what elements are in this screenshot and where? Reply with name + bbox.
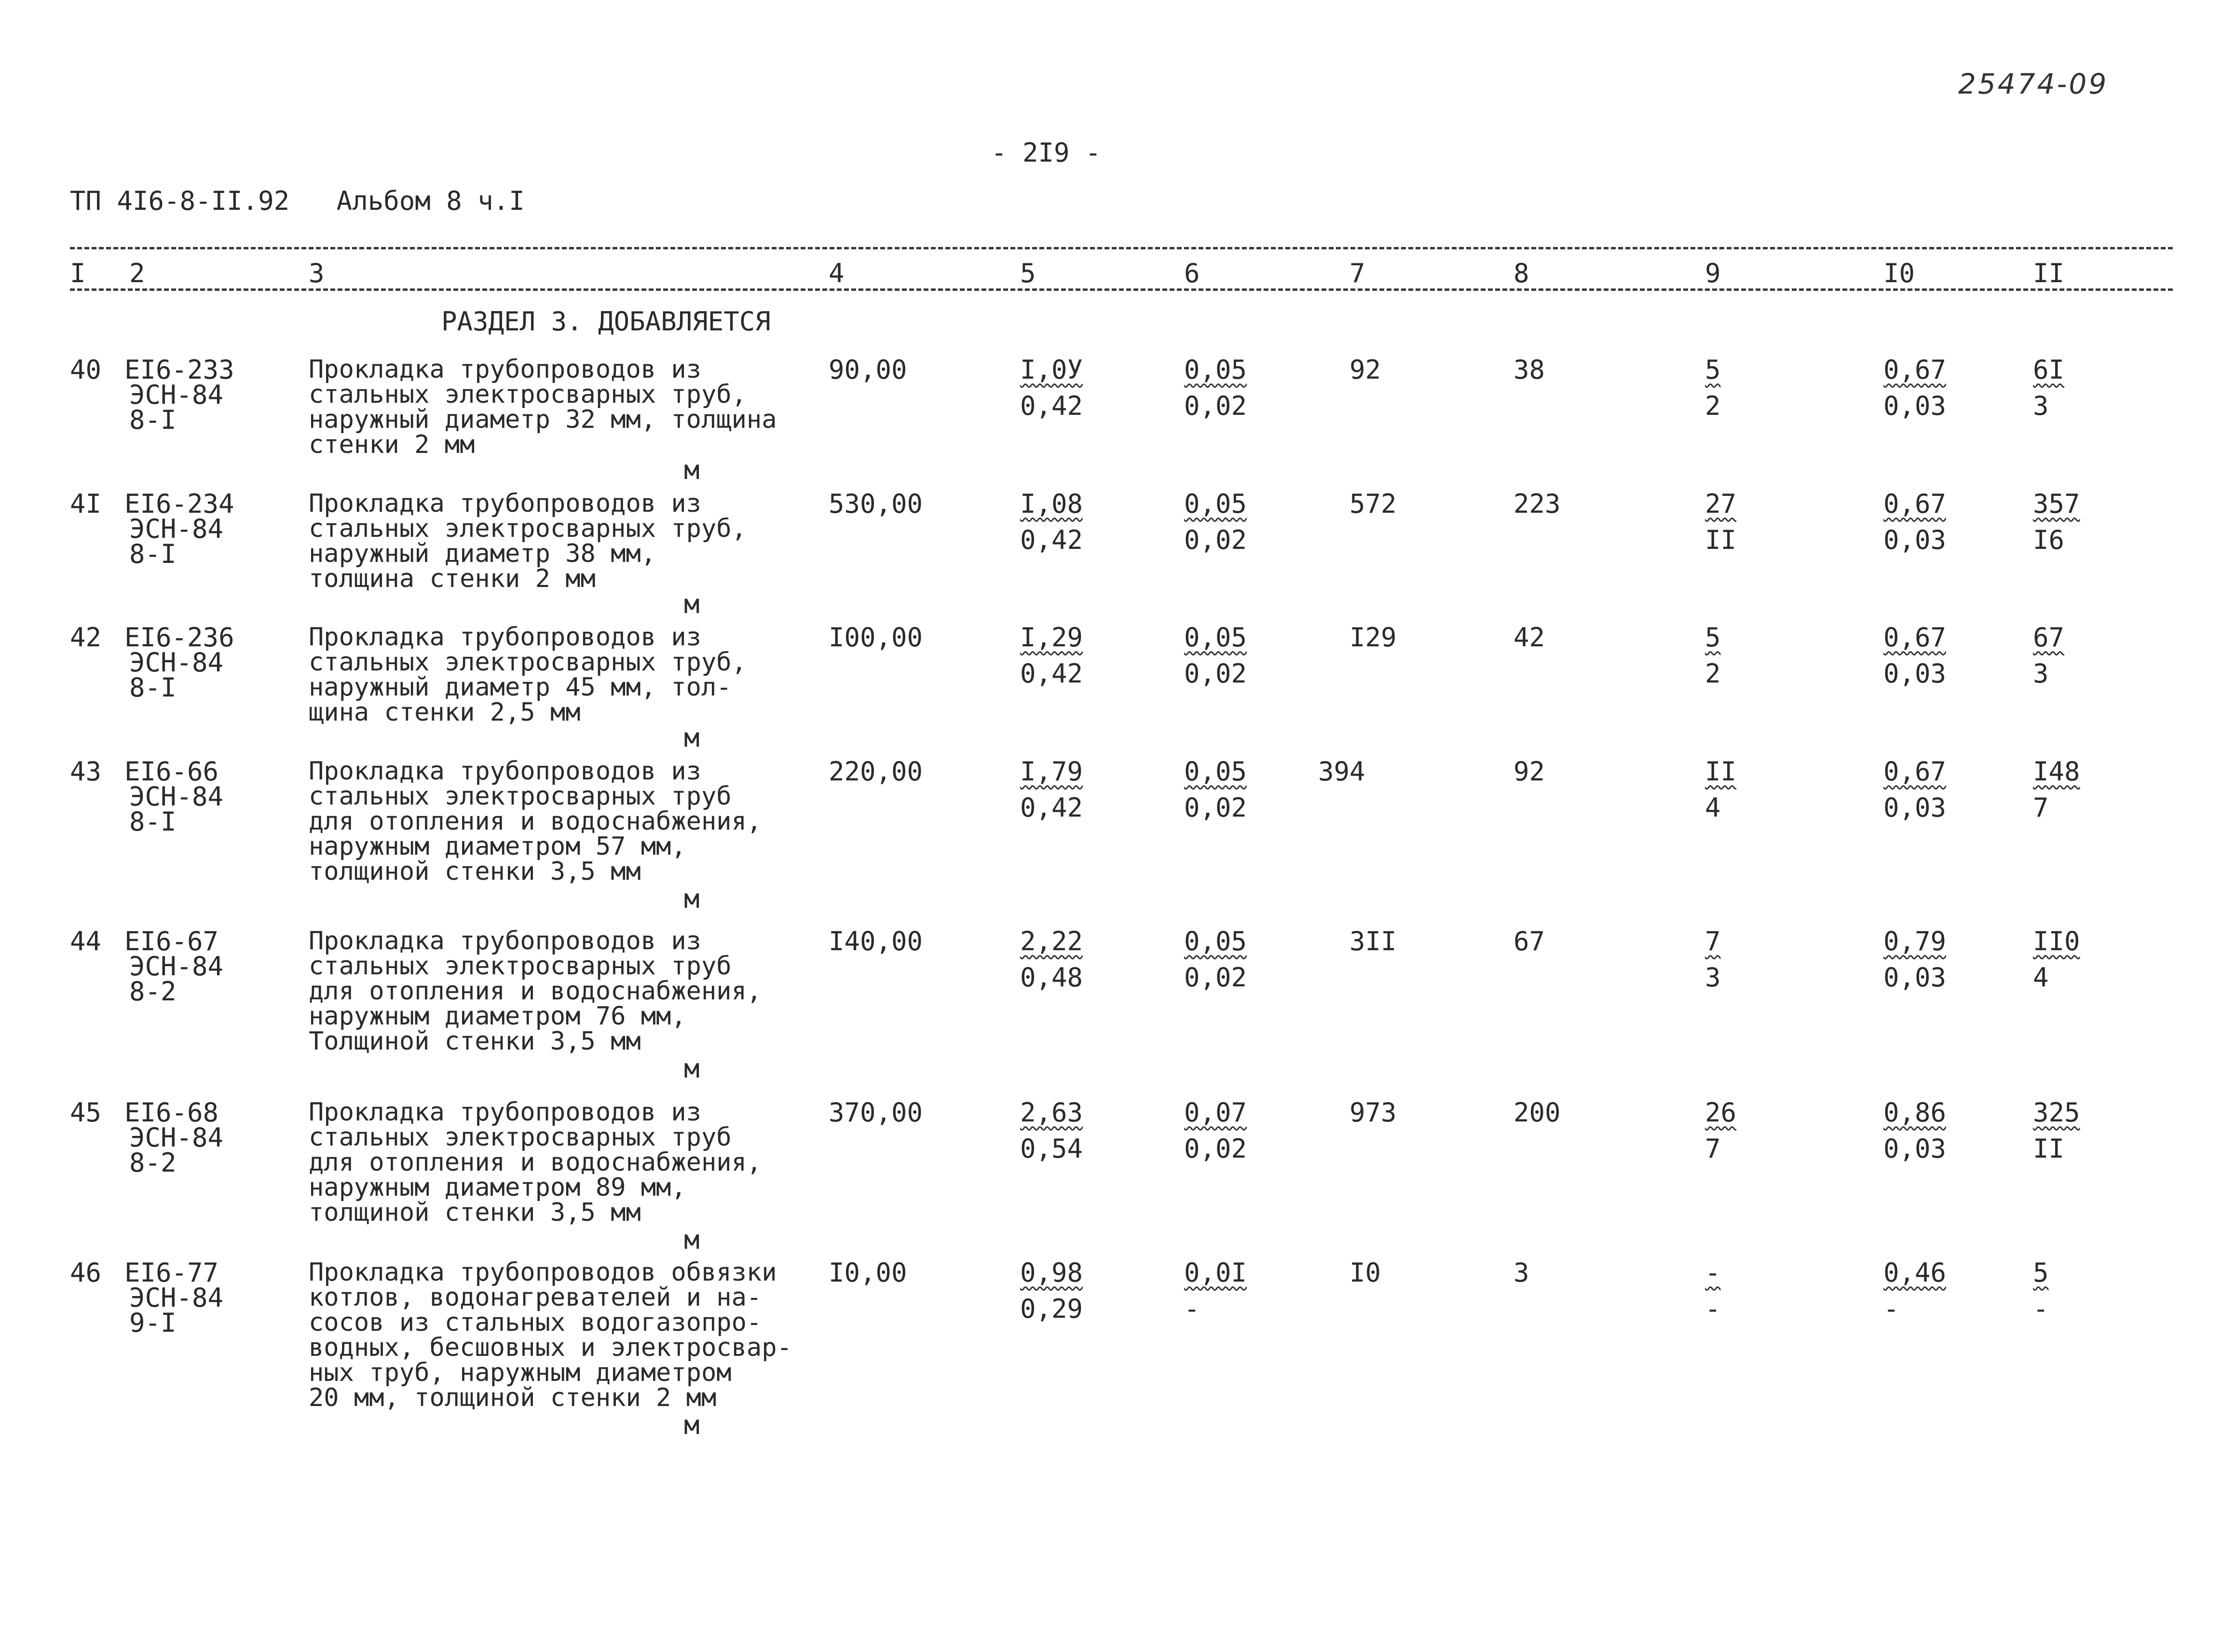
value-c6-bottom: 0,02 <box>1184 1133 1247 1164</box>
description-line: для отопления и водоснабжения, <box>309 977 762 1006</box>
value-c11-top: 357 <box>2033 489 2080 519</box>
value-c6-top: 0,05 <box>1184 622 1247 653</box>
value-c8: 223 <box>1513 489 1561 519</box>
value-c10-bottom: 0,03 <box>1883 658 1947 689</box>
norm-code-line: EI6-77 <box>124 1257 219 1288</box>
column-number-9: 9 <box>1705 258 1721 288</box>
column-number-2: 2 <box>129 258 145 288</box>
value-c11-bottom: 3 <box>2033 658 2049 689</box>
row-number: 44 <box>70 926 102 956</box>
unit-label: м <box>684 884 700 914</box>
description-line: Прокладка трубопроводов из <box>309 1098 701 1127</box>
value-c7: I29 <box>1350 622 1397 653</box>
column-number-11: II <box>2033 258 2065 288</box>
norm-code-line: 8-2 <box>129 1147 177 1178</box>
row-number: 45 <box>70 1097 102 1128</box>
value-c9-bottom: II <box>1705 525 1737 555</box>
value-c11-top: 67 <box>2033 622 2065 653</box>
value-c7: 92 <box>1350 355 1381 385</box>
value-c10-top: 0,46 <box>1883 1257 1947 1288</box>
quantity: 220,00 <box>829 756 923 787</box>
value-c5-bottom: 0,42 <box>1020 792 1083 823</box>
quantity: 530,00 <box>829 489 923 519</box>
value-c5-bottom: 0,29 <box>1020 1294 1083 1324</box>
unit-label: м <box>684 1053 700 1084</box>
description-line: наружный диаметр 32 мм, толщина <box>309 405 777 434</box>
value-c10-top: 0,67 <box>1883 622 1947 653</box>
value-c5-top: 2,22 <box>1020 926 1083 956</box>
unit-label: м <box>684 1225 700 1255</box>
value-c11-top: 325 <box>2033 1097 2080 1128</box>
value-c10-top: 0,67 <box>1883 756 1947 787</box>
value-c7: 973 <box>1350 1097 1397 1128</box>
description-line: наружный диаметр 45 мм, тол- <box>309 673 732 702</box>
value-c6-top: 0,05 <box>1184 926 1247 956</box>
value-c10-bottom: 0,03 <box>1883 391 1947 421</box>
description-line: стальных электросварных труб <box>309 782 732 811</box>
column-number-rule <box>70 288 2173 291</box>
value-c11-bottom: 4 <box>2033 962 2049 993</box>
value-c9-top: 5 <box>1705 622 1721 653</box>
value-c6-bottom: - <box>1184 1294 1200 1324</box>
norm-code-line: ЭСН-84 <box>129 1122 224 1153</box>
description-line: Прокладка трубопроводов из <box>309 623 701 652</box>
norm-code-line: 8-2 <box>129 976 177 1007</box>
document-stamp: 25474-09 <box>1958 68 2109 100</box>
value-c5-top: I,0У <box>1020 355 1083 385</box>
value-c7: I0 <box>1350 1257 1381 1288</box>
value-c5-top: I,29 <box>1020 622 1083 653</box>
value-c11-top: 5 <box>2033 1257 2049 1288</box>
description-line: наружным диаметром 89 мм, <box>309 1173 686 1202</box>
value-c11-top: 6I <box>2033 355 2065 385</box>
value-c6-top: 0,05 <box>1184 489 1247 519</box>
column-number-10: I0 <box>1883 258 1915 288</box>
value-c6-bottom: 0,02 <box>1184 792 1247 823</box>
description-line: толщиной стенки 3,5 мм <box>309 857 641 886</box>
row-number: 43 <box>70 756 102 787</box>
value-c6-top: 0,05 <box>1184 756 1247 787</box>
description-line: водных, бесшовных и электросвар- <box>309 1333 792 1362</box>
value-c6-bottom: 0,02 <box>1184 525 1247 555</box>
value-c9-bottom: 3 <box>1705 962 1721 993</box>
value-c9-bottom: 7 <box>1705 1133 1721 1164</box>
value-c5-bottom: 0,42 <box>1020 525 1083 555</box>
page-number: - 2I9 - <box>991 137 1101 168</box>
description-line: толщиной стенки 3,5 мм <box>309 1198 641 1227</box>
norm-code-line: EI6-67 <box>124 926 219 956</box>
value-c10-bottom: 0,03 <box>1883 525 1947 555</box>
description-line: Толщиной стенки 3,5 мм <box>309 1027 641 1056</box>
row-number: 4I <box>70 489 102 519</box>
column-number-7: 7 <box>1350 258 1365 288</box>
value-c6-top: 0,05 <box>1184 355 1247 385</box>
value-c8: 92 <box>1513 756 1545 787</box>
value-c9-top: 27 <box>1705 489 1737 519</box>
value-c6-bottom: 0,02 <box>1184 658 1247 689</box>
description-line: щина стенки 2,5 мм <box>309 698 581 727</box>
norm-code-line: 8-I <box>129 672 177 703</box>
description-line: наружным диаметром 57 мм, <box>309 832 686 861</box>
unit-label: м <box>684 1410 700 1440</box>
value-c7: 3II <box>1350 926 1397 956</box>
row-number: 42 <box>70 622 102 653</box>
norm-code-line: ЭСН-84 <box>129 951 224 982</box>
value-c9-bottom: 2 <box>1705 658 1721 689</box>
value-c7: 572 <box>1350 489 1397 519</box>
value-c9-bottom: 2 <box>1705 391 1721 421</box>
value-c11-bottom: 7 <box>2033 792 2049 823</box>
norm-code-line: ЭСН-84 <box>129 781 224 812</box>
value-c10-bottom: 0,03 <box>1883 1133 1947 1164</box>
value-c8: 200 <box>1513 1097 1561 1128</box>
value-c11-bottom: 3 <box>2033 391 2049 421</box>
description-line: стальных электросварных труб, <box>309 380 747 409</box>
description-line: стальных электросварных труб <box>309 1123 732 1152</box>
norm-code-line: EI6-66 <box>124 756 219 787</box>
norm-code-line: ЭСН-84 <box>129 1283 224 1313</box>
value-c10-top: 0,86 <box>1883 1097 1947 1128</box>
document-header: ТП 4I6-8-II.92 Альбом 8 ч.I <box>70 186 525 216</box>
column-number-6: 6 <box>1184 258 1200 288</box>
description-line: ных труб, наружным диаметром <box>309 1358 732 1387</box>
quantity: I00,00 <box>829 622 923 653</box>
description-line: Прокладка трубопроводов из <box>309 757 701 786</box>
norm-code-line: 9-I <box>129 1308 177 1338</box>
column-number-1: I <box>70 258 86 288</box>
value-c5-bottom: 0,42 <box>1020 658 1083 689</box>
value-c9-bottom: 4 <box>1705 792 1721 823</box>
value-c6-top: 0,0I <box>1184 1257 1247 1288</box>
value-c10-top: 0,67 <box>1883 489 1947 519</box>
description-line: толщина стенки 2 мм <box>309 564 596 593</box>
description-line: Прокладка трубопроводов обвязки <box>309 1258 777 1287</box>
value-c6-bottom: 0,02 <box>1184 962 1247 993</box>
value-c11-top: II0 <box>2033 926 2080 956</box>
description-line: Прокладка трубопроводов из <box>309 355 701 384</box>
norm-code-line: ЭСН-84 <box>129 380 224 410</box>
value-c5-bottom: 0,42 <box>1020 391 1083 421</box>
value-c5-top: I,79 <box>1020 756 1083 787</box>
value-c6-top: 0,07 <box>1184 1097 1247 1128</box>
description-line: наружным диаметром 76 мм, <box>309 1002 686 1031</box>
description-line: стальных электросварных труб, <box>309 648 747 677</box>
column-number-8: 8 <box>1513 258 1529 288</box>
norm-code-line: EI6-236 <box>124 622 234 653</box>
value-c9-bottom: - <box>1705 1294 1721 1324</box>
row-number: 40 <box>70 355 102 385</box>
norm-code-line: ЭСН-84 <box>129 647 224 678</box>
norm-code-line: 8-I <box>129 806 177 837</box>
description-line: для отопления и водоснабжения, <box>309 1148 762 1177</box>
value-c10-top: 0,67 <box>1883 355 1947 385</box>
description-line: Прокладка трубопроводов из <box>309 927 701 956</box>
column-number-3: 3 <box>309 258 325 288</box>
value-c11-bottom: - <box>2033 1294 2049 1324</box>
description-line: котлов, водонагревателей и на- <box>309 1283 762 1312</box>
row-number: 46 <box>70 1257 102 1288</box>
value-c10-bottom: 0,03 <box>1883 962 1947 993</box>
value-c10-top: 0,79 <box>1883 926 1947 956</box>
description-line: стальных электросварных труб, <box>309 514 747 543</box>
description-line: наружный диаметр 38 мм, <box>309 539 656 568</box>
value-c9-top: II <box>1705 756 1737 787</box>
value-c5-bottom: 0,48 <box>1020 962 1083 993</box>
norm-code-line: ЭСН-84 <box>129 514 224 544</box>
description-line: стенки 2 мм <box>309 430 475 459</box>
quantity: 90,00 <box>829 355 907 385</box>
value-c10-bottom: 0,03 <box>1883 792 1947 823</box>
value-c5-top: I,08 <box>1020 489 1083 519</box>
value-c10-bottom: - <box>1883 1294 1899 1324</box>
value-c5-bottom: 0,54 <box>1020 1133 1083 1164</box>
value-c9-top: 5 <box>1705 355 1721 385</box>
value-c9-top: 7 <box>1705 926 1721 956</box>
unit-label: м <box>684 723 700 753</box>
quantity: I40,00 <box>829 926 923 956</box>
unit-label: м <box>684 589 700 619</box>
unit-label: м <box>684 455 700 485</box>
norm-code-line: EI6-234 <box>124 489 234 519</box>
norm-code-line: EI6-68 <box>124 1097 219 1128</box>
value-c6-bottom: 0,02 <box>1184 391 1247 421</box>
value-c7: 394 <box>1318 756 1365 787</box>
description-line: стальных электросварных труб <box>309 952 732 981</box>
column-number-4: 4 <box>829 258 845 288</box>
value-c8: 38 <box>1513 355 1545 385</box>
quantity: I0,00 <box>829 1257 907 1288</box>
value-c8: 67 <box>1513 926 1545 956</box>
description-line: 20 мм, толщиной стенки 2 мм <box>309 1383 717 1412</box>
value-c5-top: 2,63 <box>1020 1097 1083 1128</box>
value-c9-top: 26 <box>1705 1097 1737 1128</box>
column-number-5: 5 <box>1020 258 1036 288</box>
norm-code-line: EI6-233 <box>124 355 234 385</box>
value-c11-bottom: II <box>2033 1133 2065 1164</box>
norm-code-line: 8-I <box>129 539 177 569</box>
norm-code-line: 8-I <box>129 405 177 435</box>
value-c8: 3 <box>1513 1257 1529 1288</box>
value-c11-bottom: I6 <box>2033 525 2065 555</box>
section-title: РАЗДЕЛ 3. ДОБАВЛЯЕТСЯ <box>441 306 771 337</box>
description-line: для отопления и водоснабжения, <box>309 807 762 836</box>
value-c8: 42 <box>1513 622 1545 653</box>
table-top-rule <box>70 247 2173 249</box>
description-line: сосов из стальных водогазопро- <box>309 1308 762 1337</box>
description-line: Прокладка трубопроводов из <box>309 489 701 518</box>
value-c9-top: - <box>1705 1257 1721 1288</box>
value-c5-top: 0,98 <box>1020 1257 1083 1288</box>
quantity: 370,00 <box>829 1097 923 1128</box>
value-c11-top: I48 <box>2033 756 2080 787</box>
